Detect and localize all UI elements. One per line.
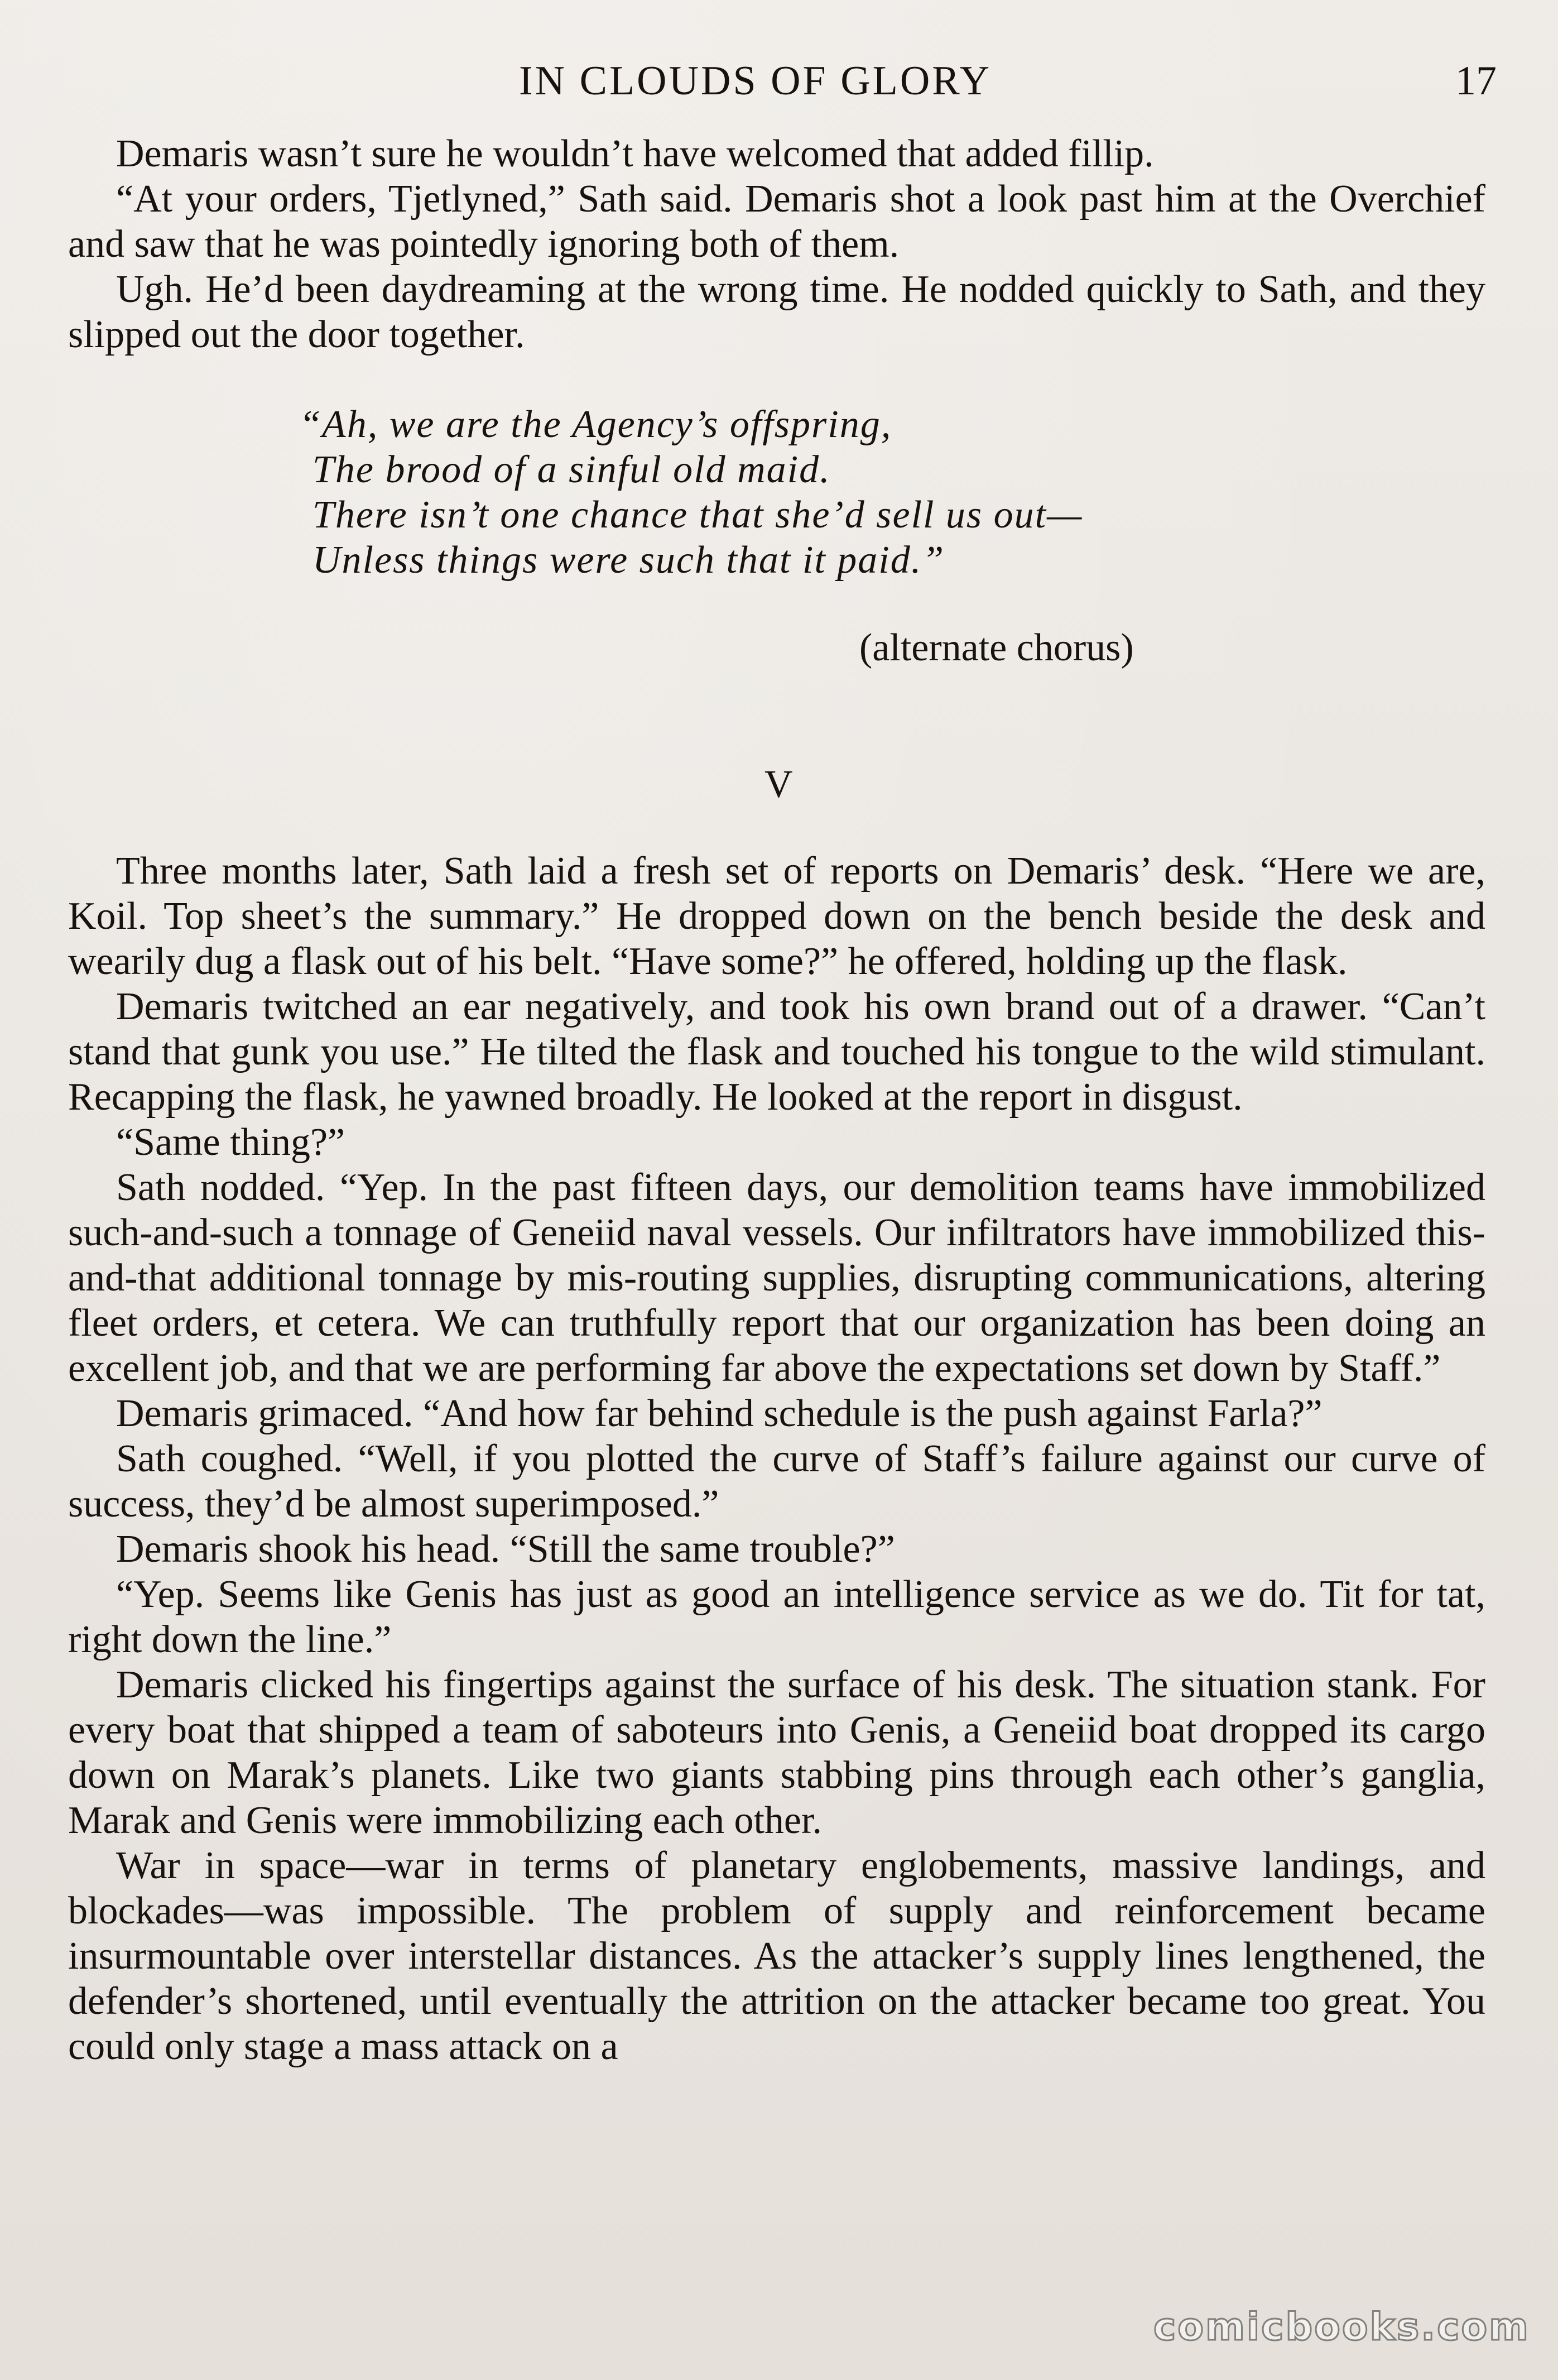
poem-line: Unless things were such that it paid.”: [312, 539, 945, 582]
paragraph: Demaris shook his head. “Still the same trouble?”: [116, 1528, 895, 1571]
paragraph: Sath coughed. “Well, if you plotted the curve of Staff’s failure against our curve of success, they’d be almost superimposed.”: [68, 1437, 1485, 1525]
paragraph: “Same thing?”: [116, 1121, 345, 1164]
poem-attribution: (alternate chorus): [859, 626, 1134, 669]
paragraph: Three months later, Sath laid a fresh set of reports on Demaris’ desk. “Here we are, Koil. Top sheet’s the summary.” He dropped down on the bench beside the desk and wearily dug a flask out of his belt. “Have some?” he offered, holding up the flask.: [68, 850, 1485, 983]
section-heading: V: [764, 763, 793, 806]
paragraph: Sath nodded. “Yep. In the past fifteen days, our demolition teams have immobilized such-and-such a tonnage of Geneiid naval vessels. Our infiltrators have immobilized this-and-that additional tonnage by mis-routing supplies, disrupting communications, altering fleet orders, et cetera. We can truthfully report that our organization has been doing an excellent job, and that we are performing far above the expectations set down by Staff.”: [68, 1166, 1485, 1390]
text-block-bottom: [68, 848, 1485, 2069]
text-block-top: [68, 131, 1485, 357]
running-head: IN CLOUDS OF GLORY: [519, 58, 992, 104]
paragraph: War in space—war in terms of planetary englobements, massive landings, and blockades—was impossible. The problem of supply and reinforcement became insurmountable over interstellar distances. As the attacker’s supply lines lengthened, the defender’s shortened, until eventually the attrition on the attacker became too great. You could only stage a mass attack on a: [68, 1844, 1485, 2068]
poem-line: There isn’t one chance that she’d sell us out—: [312, 493, 1083, 536]
paragraph: Demaris wasn’t sure he wouldn’t have welcomed that added fillip.: [116, 132, 1154, 175]
poem-line: “Ah, we are the Agency’s offspring,: [299, 403, 892, 446]
paragraph: Ugh. He’d been daydreaming at the wrong time. He nodded quickly to Sath, and they slipped out the door together.: [68, 268, 1485, 356]
paragraph: “Yep. Seems like Genis has just as good an intelligence service as we do. Tit for tat, right down the line.”: [68, 1573, 1485, 1661]
poem-verse: [299, 402, 1317, 583]
paragraph: Demaris clicked his fingertips against the surface of his desk. The situation stank. For every boat that shipped a team of saboteurs into Genis, a Geneiid boat dropped its cargo down on Marak’s planets. Like two giants stabbing pins through each other’s ganglia, Marak and Genis were immobilizing each other.: [68, 1663, 1485, 1842]
paragraph: “At your orders, Tjetlyned,” Sath said. Demaris shot a look past him at the Overchief and saw that he was pointedly ignoring both of them.: [68, 177, 1485, 266]
page-header: [0, 53, 1558, 109]
poem-line: The brood of a sinful old maid.: [312, 448, 831, 491]
page-number: 17: [1455, 58, 1497, 104]
paragraph: Demaris grimaced. “And how far behind schedule is the push against Farla?”: [116, 1392, 1323, 1435]
paragraph: Demaris twitched an ear negatively, and took his own brand out of a drawer. “Can’t stand that gunk you use.” He tilted the flask and touched his tongue to the wild stimulant. Recapping the flask, he yawned broadly. He looked at the report in disgust.: [68, 985, 1485, 1119]
watermark: comicbooks.com: [1153, 2305, 1530, 2349]
